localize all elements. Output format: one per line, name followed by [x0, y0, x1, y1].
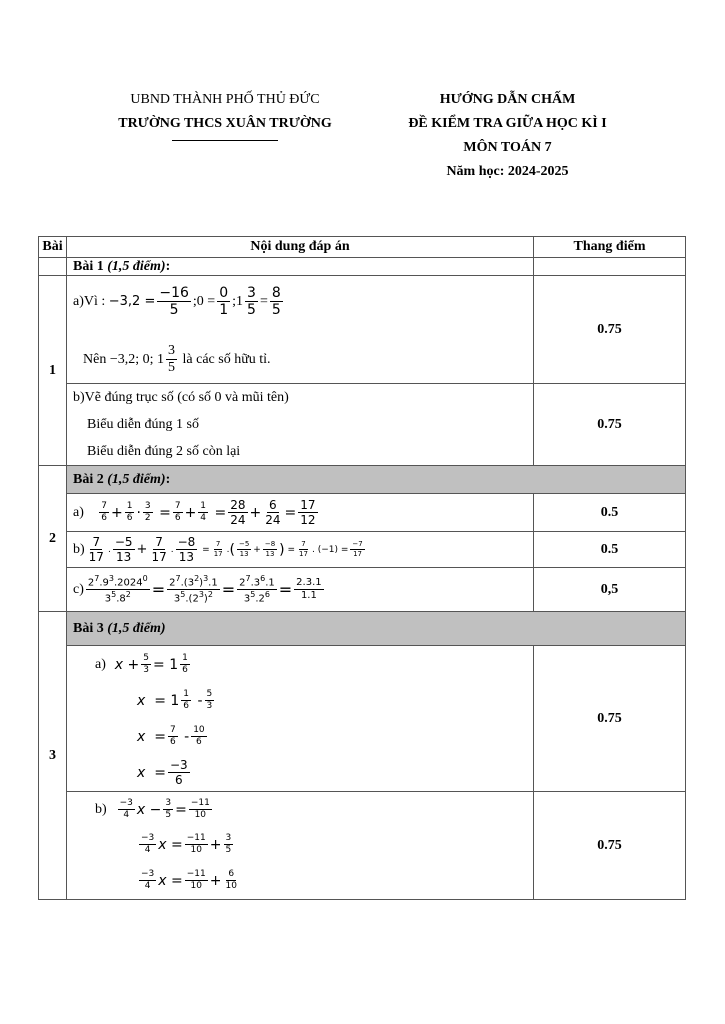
bai2-a-row — [39, 494, 686, 532]
subject-title: MÔN TOÁN 7 — [463, 140, 552, 155]
bai2-c-content: c) $\frac{2^7.9^3.2024^0}{3^5.8^2}$ = $\frac{2^7.(3^2)^3.1}{3^5.(2^3)^2}$ = $\frac{2^7.3^6.1}{3^5.2^6}$ = $\frac{2.3.1}{1.1}$ — [67, 568, 534, 612]
bai1-title-row — [39, 258, 686, 276]
bai1-b-content: b)Vẽ đúng trục số (có số 0 và mũi tên) Biểu diễn đúng 1 số Biểu diễn đúng 2 số còn lại — [67, 384, 534, 466]
bai3-title-row — [39, 612, 686, 646]
bai2-number: 2 — [39, 466, 67, 612]
bai2-title-row — [39, 466, 686, 494]
school-year: Năm học: 2024-2025 — [446, 164, 569, 179]
header-left — [80, 88, 370, 141]
bai1-a-score: 0.75 — [534, 276, 686, 384]
answer-table — [38, 236, 686, 900]
exam-title: ĐỀ KIỂM TRA GIỮA HỌC KÌ I — [408, 116, 607, 131]
bai2-a-score: 0.5 — [534, 494, 686, 532]
bai3-a-row — [39, 646, 686, 792]
bai3-title: Bài 3 (1,5 điểm) — [67, 612, 686, 646]
col-content-header: Nội dung đáp án — [67, 237, 534, 258]
header-divider — [172, 140, 278, 141]
doc-title: HƯỚNG DẪN CHẤM — [439, 92, 576, 107]
bai2-b-content: b) $\frac{7}{17}$ . $\frac{-5}{13}$ + $\frac{7}{17}$ . $\frac{-8}{13}$ = $\frac{7}{17}$ . ( $\frac{-5}{13}$ + $\frac{-8}{13}$ ) = $\frac{7}{17}$ . (−1) = $\frac{-7}{17}$ — [67, 532, 534, 568]
bai3-a-score: 0.75 — [534, 646, 686, 792]
bai2-b-score: 0.5 — [534, 532, 686, 568]
bai3-number: 3 — [39, 612, 67, 900]
col-bai-header: Bài — [39, 237, 67, 258]
bai2-b-row — [39, 532, 686, 568]
bai1-a-row — [39, 276, 686, 384]
col-score-header: Thang điểm — [534, 237, 686, 258]
bai2-title: Bài 2 (1,5 điểm): — [67, 466, 686, 494]
header-right — [370, 88, 645, 184]
bai1-title: Bài 1 (1,5 điểm): — [67, 258, 534, 276]
table-header-row — [39, 237, 686, 258]
school-name: TRƯỜNG THCS XUÂN TRƯỜNG — [118, 116, 332, 131]
bai2-a-content: a) $\frac{7}{6}$ + $\frac{1}{6}$ · $\frac{3}{2}$ = $\frac{7}{6}$ + $\frac{1}{4}$ = $\frac{28}{24}$ + $\frac{6}{24}$ = $\frac{17}{12}$ — [67, 494, 534, 532]
bai1-a-content: a)Vì : −3,2 = $\frac{-16}{5}$ ;0 = $\frac{0}{1}$ ;1 $\frac{3}{5}$ = $\frac{8}{5}$ Nên −3,2; 0; 1 $\frac{3}{5}$ là các số hữu tỉ. — [67, 276, 534, 384]
bai3-b-score: 0.75 — [534, 792, 686, 900]
bai1-b-row — [39, 384, 686, 466]
bai1-number: 1 — [39, 276, 67, 466]
bai3-b-row — [39, 792, 686, 900]
bai1-b-score: 0.75 — [534, 384, 686, 466]
bai3-b-content: b) $\frac{-3}{4}$ x − $\frac{3}{5}$ = $\frac{-11}{10}$ $\frac{-3}{4}$ x = $\frac{-11}{10}$ + $\frac{3}{5}$ $\frac{-3}{4}$ x = $\frac{-11}{10}$ + $\frac{6}{10}$ — [67, 792, 534, 900]
department-name: UBND THÀNH PHỐ THỦ ĐỨC — [130, 92, 320, 107]
bai3-a-content: a) x + $\frac{5}{3}$ = 1 $\frac{1}{6}$ x = 1 $\frac{1}{6}$ - $\frac{5}{3}$ x = $\frac{7}{6}$ - $\frac{10}{6}$ x = $\frac{-3}{6}$ — [67, 646, 534, 792]
bai2-c-score: 0,5 — [534, 568, 686, 612]
bai2-c-row — [39, 568, 686, 612]
